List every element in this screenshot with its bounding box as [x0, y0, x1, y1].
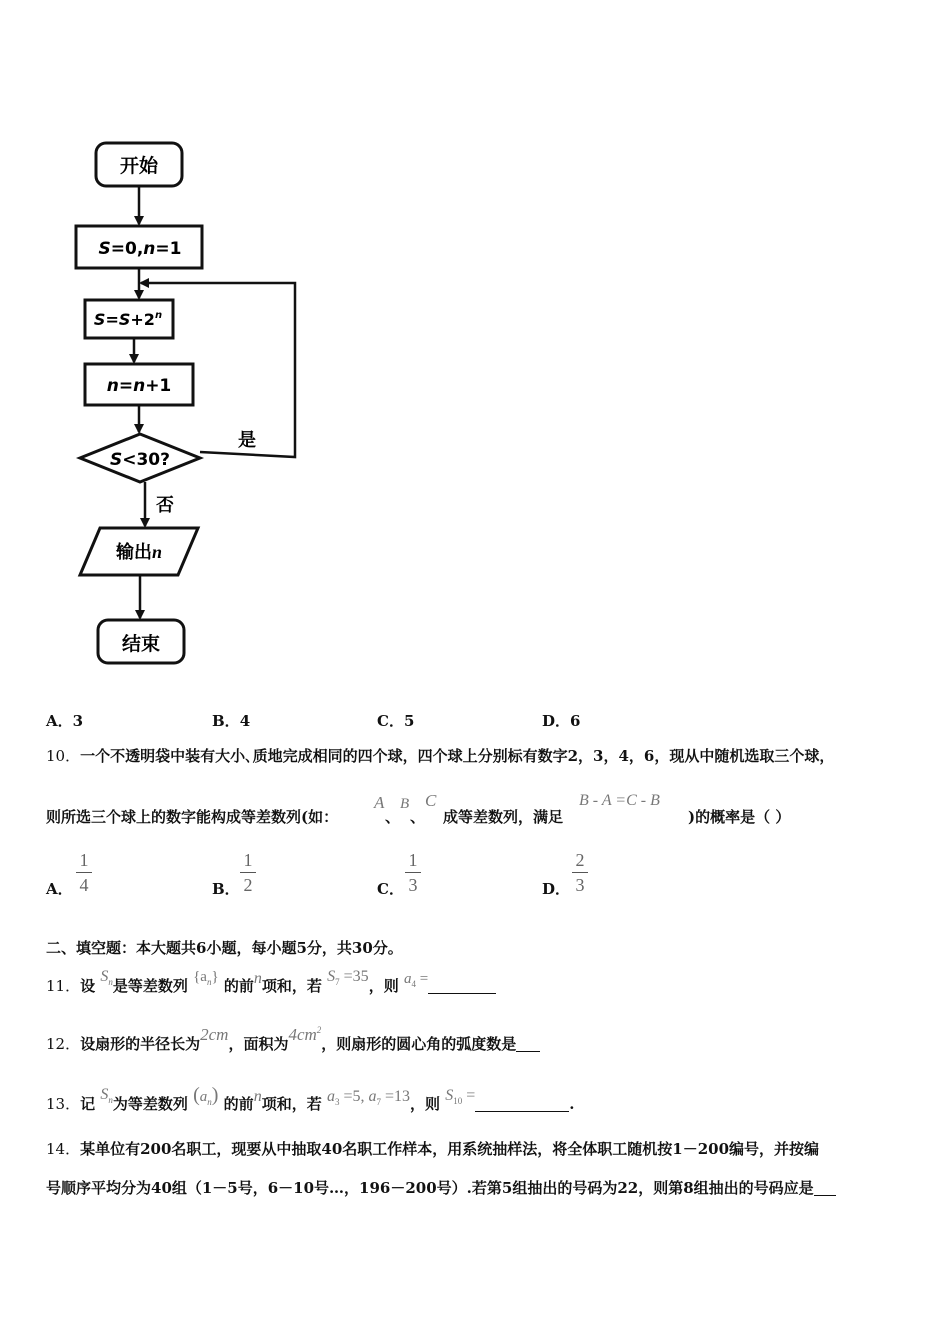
q10-option-b-label: B． [212, 880, 240, 898]
q9-option-c: C．5 [377, 712, 415, 730]
q10-line2-mid: 成等差数列，满足 [443, 808, 564, 826]
init-label: S=0,n=1 [98, 239, 182, 259]
q10-option-a-label: A． [46, 880, 73, 898]
step1-label: $S=S+2^n$ [93, 310, 163, 329]
output-label: 输出n [115, 542, 163, 563]
q14-line2: 号顺序平均分为40组（1－5号，6－10号…，196－200号）.若第5组抽出的号码为22，则第8组抽出的号码应是 [46, 1177, 836, 1198]
no-label: 否 [156, 495, 174, 516]
q10-line2-tail: )的概率是（ ） [688, 808, 791, 826]
q14-line1: 14．某单位有200名职工，现要从中抽取40名职工作样本，用系统抽样法，将全体职工随机按1－200编号，并按编 [46, 1140, 820, 1158]
q10-option-c-fraction: 1 3 [405, 850, 421, 895]
q10-option-c-label: C． [377, 880, 404, 898]
q10-point-b: B [400, 796, 410, 812]
q12-text: 12．设扇形的半径长为2cm，面积为$4cm^2$，则扇形的圆心角的弧度数是 [46, 1033, 540, 1054]
q13-text: 13．记 $S_n$为等差数列 $(a_n)$ 的前n项和，若 $a_3 =5$, $a_7 =13$，则 $S_{10}$ = . [46, 1084, 575, 1113]
yes-label: 是 [238, 430, 256, 451]
end-label: 结束 [121, 633, 161, 655]
condition-label: S<30? [109, 450, 171, 470]
flowchart [0, 0, 320, 680]
start-label: 开始 [119, 155, 159, 177]
q10-point-a: A [374, 793, 385, 812]
q11-text: 11．设 $S_n$是等差数列 $\{a_n\}$ 的前n项和，若 $S_7 =35$，则 $a_4$ = [46, 975, 496, 997]
q9-option-a: A．3 [46, 712, 84, 730]
q14-answer-blank[interactable] [814, 1181, 836, 1196]
q10-option-d-label: D． [542, 880, 571, 898]
step2-label: n=n+1 [106, 376, 172, 396]
q9-option-b: B．4 [212, 712, 251, 730]
q10-line2: 则所选三个球上的数字能构成等差数列(如： [46, 808, 339, 826]
q10-condition: B - A =C - B [579, 792, 660, 809]
q12-answer-blank[interactable] [516, 1037, 540, 1052]
q11-answer-blank[interactable] [428, 979, 496, 994]
q10-option-d-fraction: 2 3 [572, 850, 588, 895]
q10-option-b-fraction: 1 2 [240, 850, 256, 895]
q10-sep1: 、 [385, 808, 401, 826]
section-2-heading: 二、填空题：本大题共6小题，每小题5分，共30分。 [46, 939, 403, 957]
q9-option-d: D．6 [542, 712, 581, 730]
q10-point-c: C [425, 791, 437, 810]
q10-option-a-fraction: 1 4 [76, 850, 92, 895]
q13-answer-blank[interactable] [475, 1097, 569, 1112]
q10-sep2: 、 [410, 808, 426, 826]
q10-line1: 10．一个不透明袋中装有大小､质地完成相同的四个球，四个球上分别标有数字2，3，4，6，现从中随机选取三个球， [46, 747, 835, 765]
